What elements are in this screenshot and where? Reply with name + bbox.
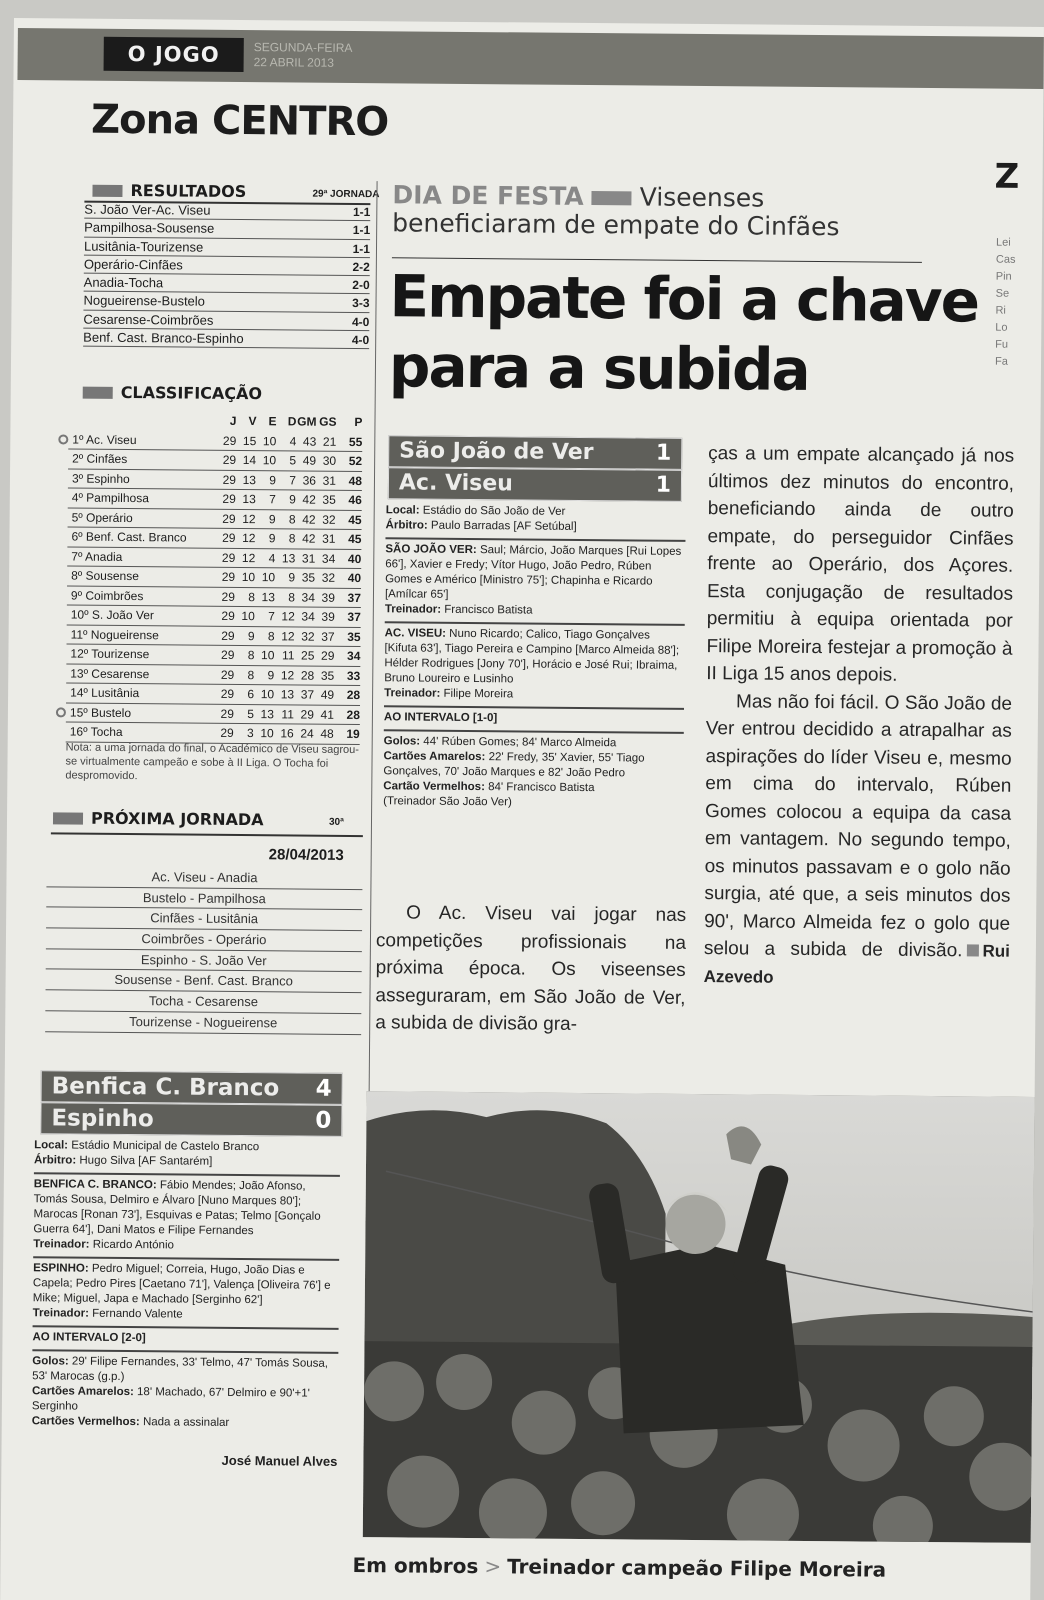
champion-marker-icon <box>58 434 68 444</box>
stat-v: 8 <box>248 589 256 604</box>
standings-row <box>67 625 361 647</box>
team-name: 11º Nogueirense <box>70 627 159 642</box>
stat-points: 28 <box>346 687 361 703</box>
standings-note: Nota: a uma jornada do final, o Académico de Viseu sagrou-se virtualmente campeão e sobe à II Liga. O Tocha foi despromovido. <box>65 741 359 783</box>
stat-v: 3 <box>247 726 254 741</box>
stat-j: 29 <box>221 550 236 565</box>
stat-e: 4 <box>268 550 276 565</box>
stat-points: 37 <box>347 590 362 605</box>
stat-v: 6 <box>247 687 255 702</box>
stat-gm: 34 <box>301 590 316 605</box>
stat-j: 29 <box>222 511 236 526</box>
team-name: 4º Pampilhosa <box>71 490 149 506</box>
newspaper-logo: O JOGO <box>104 37 244 72</box>
stat-gm: 42 <box>302 531 316 546</box>
stat-points: 45 <box>348 531 362 547</box>
photo-caption: Em ombros > Treinador campeão Filipe Moreira <box>352 1553 887 1582</box>
team-name: 1º Ac. Viseu <box>68 430 216 450</box>
stat-v: 15 <box>242 433 257 448</box>
team-name: 15º Bustelo <box>66 703 214 723</box>
stat-gm: 25 <box>301 648 315 663</box>
team-name: 14º Lusitânia <box>70 685 140 701</box>
result-row: Benf. Cast. Branco-Espinho 4-0 <box>83 329 369 350</box>
standings-row <box>67 605 361 627</box>
fixture-row: Cinfães - Lusitânia <box>46 908 362 931</box>
stat-gm: 36 <box>302 473 317 488</box>
stat-d: 11 <box>281 648 295 663</box>
stat-gs: 31 <box>322 531 336 546</box>
stat-points: 40 <box>347 570 362 586</box>
stat-j: 29 <box>220 686 235 701</box>
stat-gs: 48 <box>320 726 334 741</box>
stat-e: 13 <box>261 589 276 604</box>
stat-e: 9 <box>267 667 275 682</box>
match2-author: José Manuel Alves <box>221 1452 338 1469</box>
results-title: RESULTADOS <box>130 181 247 202</box>
stat-gs: 35 <box>322 492 336 507</box>
stat-points: 45 <box>348 512 362 527</box>
stat-d: 5 <box>289 453 297 468</box>
stat-gm: 29 <box>300 707 314 722</box>
standings-row <box>68 508 362 530</box>
stat-points: 28 <box>346 707 360 722</box>
standings-row <box>66 664 360 686</box>
stat-d: 16 <box>280 726 294 741</box>
stat-v: 12 <box>241 550 256 565</box>
stat-e: 10 <box>262 453 277 468</box>
stat-d: 8 <box>288 511 296 526</box>
stat-j: 29 <box>222 472 237 487</box>
relegation-marker-icon <box>56 707 66 717</box>
stat-v: 12 <box>242 531 256 546</box>
match1-away-scorebox: Ac. Viseu 1 <box>388 467 682 502</box>
stat-gs: 35 <box>320 668 335 683</box>
stat-e: 7 <box>268 609 275 624</box>
fixture-row: Bustelo - Pampilhosa <box>46 887 362 910</box>
standings-row <box>68 430 362 452</box>
stat-j: 29 <box>222 530 236 545</box>
standings-row <box>68 469 362 491</box>
standings-title: CLASSIFICAÇÃO <box>120 382 263 404</box>
photo-illustration <box>363 1091 1035 1543</box>
team-name: 12º Tourizense <box>70 646 150 662</box>
stat-e: 7 <box>269 492 276 507</box>
stat-j: 29 <box>221 628 235 643</box>
stat-e: 9 <box>268 531 276 546</box>
results-list <box>83 201 370 350</box>
result-row: Operário-Cinfães 2-2 <box>84 256 370 277</box>
stat-j: 29 <box>220 706 235 721</box>
stat-j: 29 <box>222 433 237 448</box>
results-heading <box>92 181 246 201</box>
stat-gs: 32 <box>321 570 336 585</box>
stat-d: 8 <box>288 531 296 546</box>
stat-gm: 42 <box>302 512 316 527</box>
stat-v: 13 <box>242 472 257 487</box>
stat-j: 29 <box>220 725 234 740</box>
stat-d: 12 <box>281 628 295 643</box>
result-row: Pampilhosa-Sousense 1-1 <box>84 219 370 240</box>
team-name: 6º Benf. Cast. Branco <box>71 529 187 545</box>
team-name: 7º Anadia <box>71 549 123 564</box>
newspaper-page <box>0 18 1044 1600</box>
standings-table <box>66 410 363 744</box>
stat-gs: 39 <box>321 609 335 624</box>
stat-gs: 39 <box>321 590 336 605</box>
stat-d: 7 <box>289 472 297 487</box>
team-name: 8º Sousense <box>71 568 139 584</box>
stat-v: 14 <box>242 453 257 468</box>
standings-row <box>68 449 362 471</box>
next-round-date: 28/04/2013 <box>268 846 344 864</box>
team-name: 10º S. João Ver <box>70 607 154 623</box>
team-name: 13º Cesarense <box>70 666 150 681</box>
stat-d: 13 <box>281 550 296 565</box>
adjacent-page-letter: Z <box>994 156 1020 197</box>
stat-d: 9 <box>288 570 296 585</box>
stat-e: 8 <box>267 628 275 643</box>
stat-j: 29 <box>221 569 236 584</box>
fixture-row: Espinho - S. João Ver <box>46 949 362 972</box>
next-round-heading <box>53 808 264 829</box>
match2-home-scorebox: Benfica C. Branco 4 <box>41 1070 343 1105</box>
stat-d: 12 <box>281 609 295 624</box>
stat-j: 29 <box>222 491 236 506</box>
adjacent-page-snippets: Lei Cas Pin Se Ri Lo Fu Fa <box>994 236 1016 368</box>
standings-row <box>67 547 361 569</box>
stat-gm: 49 <box>302 453 317 468</box>
stat-e: 10 <box>261 648 275 663</box>
stat-points: 37 <box>347 609 361 625</box>
standings-heading <box>83 383 263 404</box>
stat-points: 40 <box>347 551 362 566</box>
standings-header: J V E D GM GS P <box>229 413 363 430</box>
issue-date <box>254 40 353 71</box>
stat-e: 10 <box>260 726 274 741</box>
stat-d: 12 <box>280 667 295 682</box>
standings-row <box>67 527 361 549</box>
stat-points: 48 <box>348 473 363 488</box>
stat-gm: 31 <box>301 551 316 566</box>
standings-row <box>66 644 360 666</box>
standings-row <box>68 488 362 510</box>
article-kicker: DIA DE FESTA Viseenses beneficiaram de empate do Cinfães <box>392 180 840 242</box>
match1-home-scorebox: São João de Ver 1 <box>388 435 682 470</box>
result-row: S. João Ver-Ac. Viseu 1-1 <box>84 201 370 222</box>
results-round: 29ª JORNADA <box>312 188 380 201</box>
stat-points: 33 <box>346 668 361 683</box>
stat-j: 29 <box>220 667 235 682</box>
stat-points: 55 <box>348 434 363 449</box>
stat-points: 19 <box>346 726 360 742</box>
fixture-row: Coimbrões - Operário <box>46 928 362 951</box>
stat-d: 4 <box>289 433 297 448</box>
stat-points: 52 <box>348 453 363 469</box>
team-name: 2º Cinfães <box>72 451 128 467</box>
stat-j: 29 <box>221 647 235 662</box>
standings-row <box>66 683 360 705</box>
stat-gs: 49 <box>320 687 335 702</box>
team-name: 16º Tocha <box>69 724 123 739</box>
match1-details: Local: Estádio do São João de Ver Árbitro: Paulo Barradas [AF Setúbal] SÃO JOÃO VER: Saul; Márcio, João Marques [Rui Lopes 66'], Xavier e Fredy; Vítor Hugo, João Pedro, Rúben Gomes e Américo [Ministro 75']; Chapinha e Ricardo [Amílcar 65'] Treinador: Francisco Batista AC. VISEU: Nuno Ricardo; Calico, Tiago Gonçalves [Kifuta 63'], Tiago Pereira e Campino [Marco Almeida 88']; Hélder Rodrigues [Jony 70'], Horácio e José Rui; Ibraima, Bruno Loureiro e Lusinho Treinador: Filipe Moreira AO INTERVALO [1-0] Golos: 44' Rúben Gomes; 84' Marco Almeida Cartões Amarelos: 22' Fredy, 35' Xavier, 55' Tiago Gonçalves, 70' João Marques e 82' João Pedro Cartão Vermelhos: 84' Francisco Batista (Treinador São João Ver) <box>383 503 686 812</box>
stat-gs: 41 <box>320 707 334 722</box>
stat-e: 10 <box>262 433 277 448</box>
stat-v: 8 <box>247 667 255 682</box>
stat-v: 8 <box>247 648 255 663</box>
stat-gs: 31 <box>322 473 337 488</box>
stat-gm: 34 <box>301 609 315 624</box>
result-row: Nogueirense-Bustelo 3-3 <box>83 292 369 313</box>
stat-d: 13 <box>280 687 295 702</box>
result-row: Cesarense-Coimbrões 4-0 <box>83 310 369 331</box>
stat-gs: 34 <box>321 551 336 566</box>
stat-gs: 30 <box>322 453 337 468</box>
stat-e: 9 <box>269 472 277 487</box>
stat-gs: 37 <box>321 629 335 644</box>
stat-v: 10 <box>241 609 255 624</box>
stat-v: 5 <box>247 706 254 721</box>
standings-row <box>66 703 360 725</box>
masthead-bar <box>17 28 1043 89</box>
stat-gs: 32 <box>322 512 336 527</box>
stat-points: 46 <box>348 492 362 508</box>
stat-gm: 24 <box>300 726 314 741</box>
stat-v: 13 <box>242 492 256 507</box>
stat-gs: 29 <box>321 648 335 663</box>
fixture-row: Sousense - Benf. Cast. Branco <box>46 970 362 993</box>
fixture-row: Tourizense - Nogueirense <box>45 1011 361 1034</box>
article-headline: Empate foi a chave para a subida <box>388 262 979 404</box>
stat-e: 9 <box>268 511 276 526</box>
stat-v: 10 <box>241 570 256 585</box>
stat-e: 10 <box>260 687 275 702</box>
stat-gm: 43 <box>302 434 317 449</box>
stat-j: 29 <box>221 589 236 604</box>
stat-points: 34 <box>347 648 361 664</box>
stat-gm: 37 <box>300 687 315 702</box>
issue-date-text: 22 ABRIL 2013 <box>253 55 334 70</box>
team-name: 3º Espinho <box>71 471 130 486</box>
fixture-row: Tocha - Cesarense <box>45 990 361 1013</box>
stat-gm: 35 <box>301 570 316 585</box>
standings-row <box>67 586 361 608</box>
stat-d: 8 <box>288 589 296 604</box>
team-name: 9º Coimbrões <box>70 588 144 603</box>
stat-v: 12 <box>242 511 256 526</box>
heading-bullet <box>83 386 113 398</box>
heading-bullet <box>92 184 122 196</box>
section-title: Zona CENTRO <box>90 96 389 146</box>
stat-points: 35 <box>347 629 361 644</box>
stat-gm: 32 <box>301 629 315 644</box>
stat-j: 29 <box>221 608 235 623</box>
divider <box>51 832 363 837</box>
stat-gs: 21 <box>322 434 337 449</box>
issue-day: SEGUNDA-FEIRA <box>253 40 353 55</box>
stat-gm: 28 <box>300 668 315 683</box>
article-body-col1: O Ac. Viseu vai jogar nas competições profissionais na próxima época. Os viseenses asseguraram, em São João de Ver, a subida de divisão gra- <box>375 902 687 1035</box>
next-round-number: 30ª <box>328 816 344 828</box>
stat-v: 9 <box>247 628 255 643</box>
next-round-title: PRÓXIMA JORNADA <box>90 808 264 830</box>
stat-gm: 42 <box>302 492 316 507</box>
result-row: Anadia-Tocha 2-0 <box>84 274 370 295</box>
team-name: 5º Operário <box>71 510 133 525</box>
standings-row <box>67 566 361 588</box>
match2-details: Local: Estádio Municipal de Castelo Branco Árbitro: Hugo Silva [AF Santarém] BENFICA C. BRANCO: Fábio Mendes; João Afonso, Tomás Sousa, Delmiro e Álvaro [Nuno Marques 80']; Marocas [Ronan 73'], Esquivas e Patas; Telmo [Gonçalo Guerra 64'], Dani Matos e Filipe Fernandes Treinador: Ricardo António ESPINHO: Pedro Miguel; Correia, Hugo, João Dias e Capela; Pedro Pires [Caetano 71'], Valença [Oliveira 76'] e Mike; Miguel, Japa e Machado [Serginho 62'] Treinador: Fernando Valente AO INTERVALO [2-0] Golos: 29' Filipe Fernandes, 33' Telmo, 47' Tomás Sousa, 53' Marocas (g.p.) Cartões Amarelos: 18' Machado, 67' Delmiro e 90'+1' Serginho Cartões Vermelhos: Nada a assinalar José Manuel Alves <box>31 1138 340 1469</box>
stat-d: 9 <box>289 492 296 507</box>
result-row: Lusitânia-Tourizense 1-1 <box>84 237 370 258</box>
stat-d: 11 <box>281 706 294 721</box>
article-body-col2: ças a um empate alcançado já nos últimos dez minutos do encontro, beneficiando ainda de outro empate, do perseguidor Cinfães frente ao Operário, dos Açores. Esta conjugação de resultados permitiu à equipa orientada por Filipe Moreira festejar a promoção à II Liga 15 anos depois. Mas não foi fácil. O São João de Ver entrou decidido a atrapalhar as aspirações do líder Viseu e, mesmo em cima do intervalo, Rúben Gomes colocou a equipa da casa em vantagem. No segundo tempo, os minutos passavam e o golo não surgia, até que, a seis minutos dos 90', Marco Almeida fez o golo que selou a subida de divisão. Rui Azevedo <box>703 443 1015 987</box>
match2-away-scorebox: Espinho 0 <box>40 1102 342 1137</box>
stat-e: 10 <box>261 570 276 585</box>
fixtures-list <box>45 866 362 1034</box>
celebration-photo <box>363 1091 1035 1543</box>
stat-e: 13 <box>260 706 274 721</box>
heading-bullet <box>53 812 83 824</box>
fixture-row: Ac. Viseu - Anadia <box>46 866 362 889</box>
stat-j: 29 <box>222 452 237 467</box>
